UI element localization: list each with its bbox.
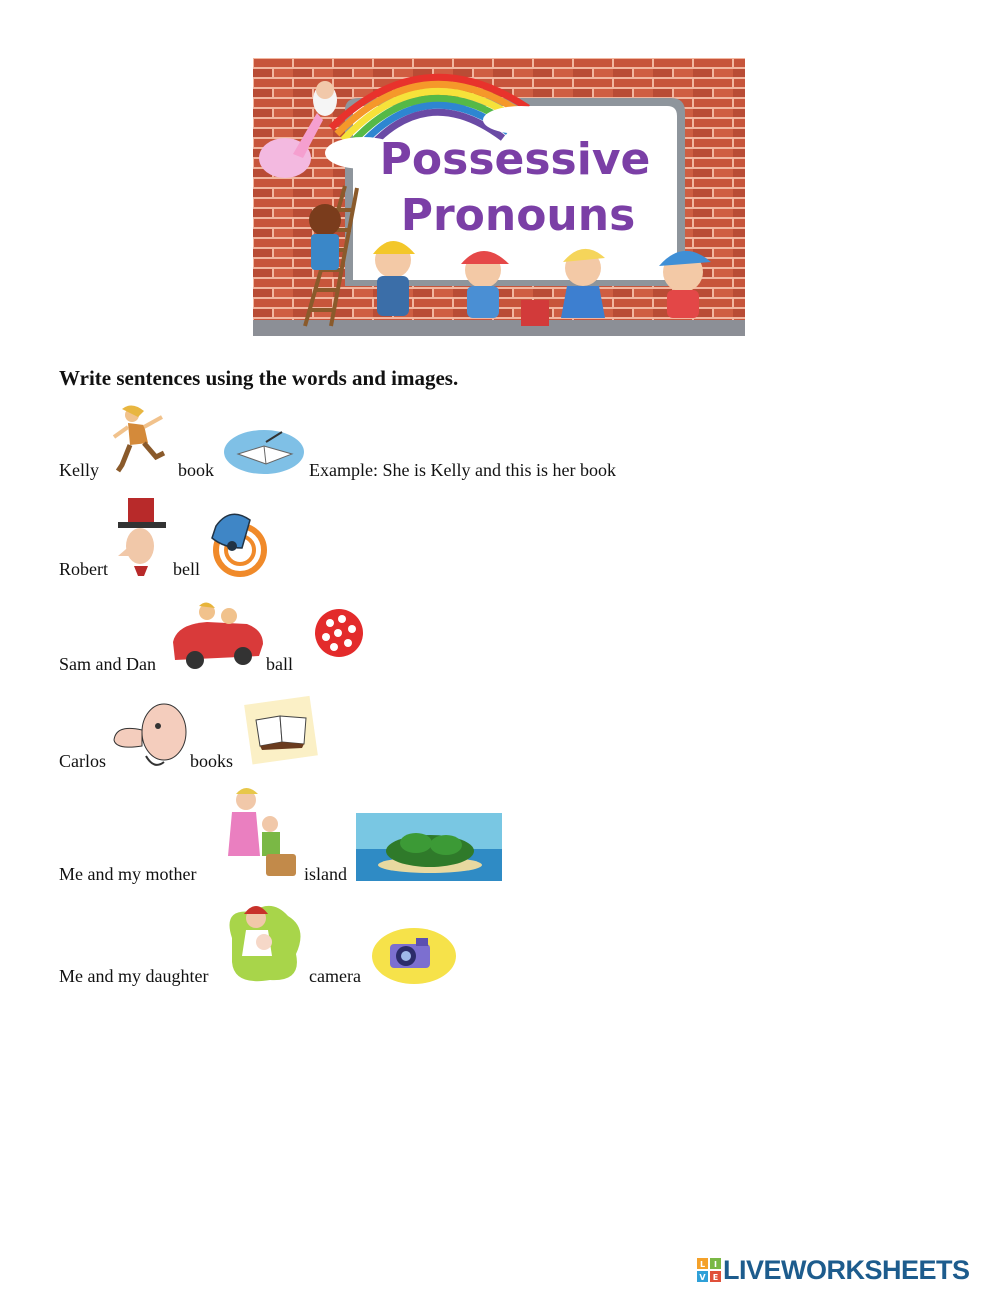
island-image	[356, 813, 502, 881]
logo-cube-icon	[697, 1258, 721, 1282]
mother-holding-baby-image	[222, 898, 306, 986]
person-label-sam-and-dan: Sam and Dan	[59, 654, 156, 674]
person-label-carlos: Carlos	[59, 751, 106, 771]
svg-text:E: E	[712, 1273, 719, 1282]
person-label-me-and-my-daughter: Me and my daughter	[59, 966, 209, 986]
person-label-me-and-my-mother: Me and my mother	[59, 864, 197, 884]
object-label-books: books	[190, 751, 234, 771]
bell-image	[206, 504, 268, 580]
sam-and-dan-car-image	[167, 600, 267, 672]
ball-image	[312, 605, 366, 661]
object-label-bell: bell	[173, 559, 200, 579]
banner-title-line2: Pronouns	[400, 190, 636, 241]
possessive-pronouns-banner	[253, 58, 745, 336]
object-label-camera: camera	[309, 966, 361, 986]
book-image	[222, 424, 304, 478]
person-label-kelly: Kelly	[59, 460, 99, 480]
person-label-robert: Robert	[59, 559, 108, 579]
banner-title-line1: Possessive	[379, 134, 651, 185]
object-label-book: book	[178, 460, 214, 480]
svg-text:I: I	[714, 1260, 717, 1269]
mother-and-child-image	[210, 784, 302, 880]
books-image	[242, 690, 322, 768]
svg-text:V: V	[699, 1273, 706, 1282]
robert-man-with-hat-image	[114, 496, 170, 580]
logo-wordmark: LIVEWORKSHEETS	[723, 1255, 970, 1285]
carlos-bald-man-image	[112, 700, 190, 772]
instruction-heading: Write sentences using the words and images.	[59, 366, 459, 390]
example-sentence: Example: She is Kelly and this is her book	[309, 460, 616, 480]
object-label-island: island	[304, 864, 347, 884]
object-label-ball: ball	[266, 654, 293, 674]
svg-text:L: L	[699, 1260, 706, 1269]
camera-image	[370, 922, 458, 986]
liveworksheets-logo	[697, 1255, 997, 1285]
kelly-dancing-girl-image	[108, 405, 170, 475]
